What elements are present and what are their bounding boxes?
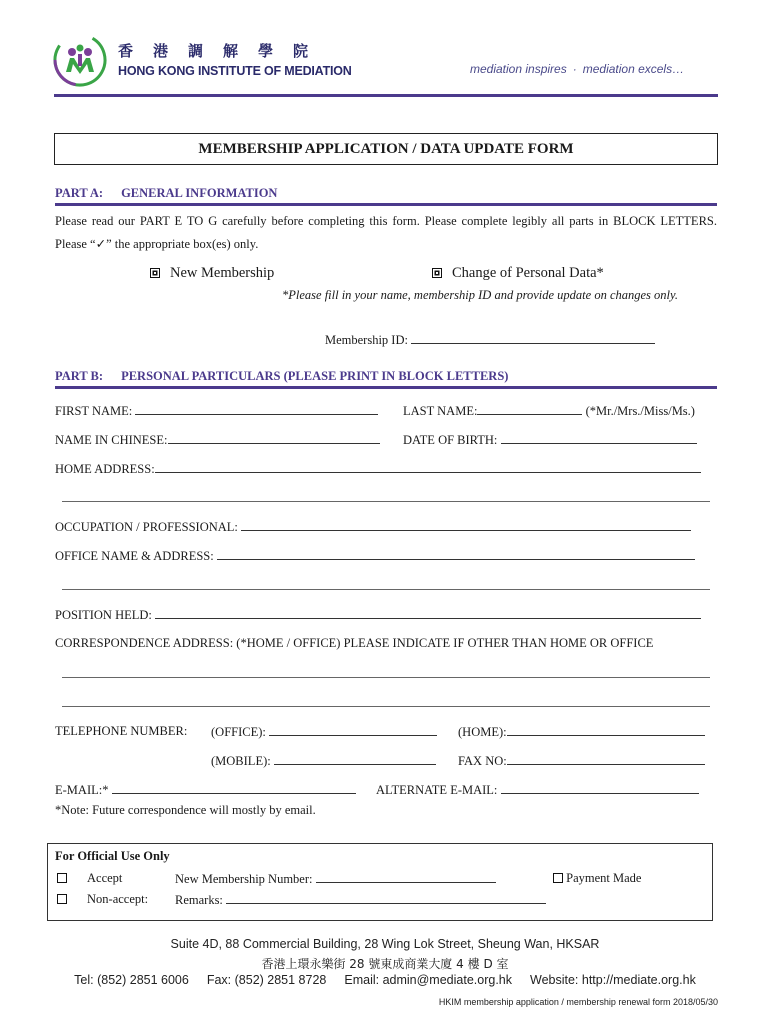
email-note: *Note: Future correspondence will mostly by email.: [55, 803, 316, 817]
membership-id-input[interactable]: [411, 333, 655, 344]
alt-email-label: ALTERNATE E-MAIL:: [376, 783, 498, 797]
change-data-option[interactable]: [432, 265, 604, 282]
title-options: (*Mr./Mrs./Miss/Ms.): [585, 404, 695, 418]
last-name-label: LAST NAME:: [403, 404, 478, 418]
correspondence-line-1[interactable]: [62, 677, 710, 678]
footer-website[interactable]: Website: http://mediate.org.hk: [530, 973, 696, 987]
part-a-divider: [55, 203, 717, 206]
tagline-part-1: mediation inspires: [470, 62, 567, 76]
part-b-heading: [55, 369, 508, 384]
last-name-field[interactable]: [403, 404, 695, 418]
occupation-input[interactable]: [241, 520, 691, 531]
membership-id-label: Membership ID:: [325, 333, 408, 347]
first-name-field[interactable]: [55, 404, 378, 418]
home-address-field[interactable]: [55, 462, 701, 476]
office-phone-field[interactable]: [211, 725, 437, 739]
dob-input[interactable]: [501, 433, 697, 444]
new-member-number-field[interactable]: [175, 872, 496, 886]
part-b-divider: [55, 386, 717, 389]
home-address-input[interactable]: [155, 462, 701, 473]
fax-input[interactable]: [507, 754, 705, 765]
home-phone-field[interactable]: [458, 725, 705, 739]
alt-email-field[interactable]: [376, 783, 699, 797]
change-data-label: Change of Personal Data*: [452, 265, 604, 281]
home-phone-label: (HOME):: [458, 725, 507, 739]
chinese-name-field[interactable]: [55, 433, 380, 447]
non-accept-label: Non-accept:: [87, 892, 149, 906]
occupation-label: OCCUPATION / PROFESSIONAL:: [55, 520, 238, 534]
payment-made-option[interactable]: [553, 872, 641, 885]
office-phone-input[interactable]: [269, 725, 437, 736]
header-divider: [54, 94, 718, 97]
tagline-separator: ·: [572, 62, 577, 76]
alt-email-input[interactable]: [501, 783, 699, 794]
home-phone-input[interactable]: [507, 725, 705, 736]
membership-id-field[interactable]: [325, 333, 655, 347]
footer-fax: Fax: (852) 2851 8728: [206, 973, 327, 987]
new-membership-checkbox[interactable]: [150, 268, 160, 278]
form-reference: HKIM membership application / membership renewal form 2018/05/30: [438, 997, 718, 1007]
chinese-name-label: NAME IN CHINESE:: [55, 433, 168, 447]
email-field[interactable]: [55, 783, 356, 797]
payment-made-label: Payment Made: [566, 871, 642, 885]
telephone-label: TELEPHONE NUMBER:: [55, 724, 188, 738]
email-input[interactable]: [112, 783, 356, 794]
office-address-input[interactable]: [217, 549, 695, 560]
part-a-heading: [55, 186, 277, 201]
non-accept-checkbox[interactable]: [57, 894, 67, 904]
occupation-field[interactable]: [55, 520, 691, 534]
accept-label: Accept: [87, 871, 123, 885]
part-a-title: GENERAL INFORMATION: [121, 186, 278, 200]
home-address-label: HOME ADDRESS:: [55, 462, 155, 476]
first-name-input[interactable]: [135, 404, 378, 415]
position-field[interactable]: [55, 608, 701, 622]
accept-option[interactable]: [57, 872, 67, 885]
first-name-label: FIRST NAME:: [55, 404, 133, 418]
form-title: MEMBERSHIP APPLICATION / DATA UPDATE FORM: [54, 133, 718, 165]
new-membership-label: New Membership: [170, 265, 275, 281]
correspondence-line-2[interactable]: [62, 706, 710, 707]
office-address-label: OFFICE NAME & ADDRESS:: [55, 549, 214, 563]
footer-address-chinese: 香港上環永樂街 28 號東成商業大廈 4 樓 D 室: [261, 957, 509, 971]
position-label: POSITION HELD:: [55, 608, 152, 622]
accept-checkbox[interactable]: [57, 873, 67, 883]
change-data-checkbox[interactable]: [432, 268, 442, 278]
new-member-number-label: New Membership Number:: [175, 872, 313, 886]
office-address-line-2[interactable]: [62, 589, 710, 590]
fax-label: FAX NO:: [458, 754, 507, 768]
remarks-input[interactable]: [226, 893, 546, 904]
mobile-input[interactable]: [274, 754, 436, 765]
new-membership-option[interactable]: [150, 265, 274, 282]
tagline: [470, 62, 684, 76]
payment-made-checkbox[interactable]: [553, 873, 563, 883]
remarks-label: Remarks:: [175, 893, 223, 907]
footer-tel: Tel: (852) 2851 6006: [74, 973, 189, 987]
official-use-title: For Official Use Only: [55, 849, 170, 863]
last-name-input[interactable]: [477, 404, 582, 415]
correspondence-label: CORRESPONDENCE ADDRESS: (*HOME / OFFICE) PLEASE INDICATE IF OTHER THAN HOME OR OFFICE: [55, 636, 654, 650]
home-address-line-2[interactable]: [62, 501, 710, 502]
new-member-number-input[interactable]: [316, 872, 496, 883]
office-phone-label: (OFFICE):: [211, 725, 266, 739]
mobile-label: (MOBILE):: [211, 754, 271, 768]
part-a-label: PART A:: [55, 186, 104, 200]
part-b-title: PERSONAL PARTICULARS (PLEASE PRINT IN BLOCK LETTERS): [121, 369, 509, 383]
email-label: E-MAIL:*: [55, 783, 109, 797]
chinese-name-input[interactable]: [168, 433, 380, 444]
footer-email[interactable]: Email: admin@mediate.org.hk: [344, 973, 512, 987]
non-accept-option[interactable]: [57, 893, 67, 906]
footer-contacts: [0, 973, 770, 987]
remarks-field[interactable]: [175, 893, 546, 907]
part-a-instructions: Please read our PART E TO G carefully before completing this form. Please complete legibly all parts in BLOCK LETTERS. Please “✓” the appropriate box(es) only.: [55, 214, 717, 251]
dob-label: DATE OF BIRTH:: [403, 433, 498, 447]
institute-logo: [52, 32, 108, 88]
position-input[interactable]: [155, 608, 701, 619]
fax-field[interactable]: [458, 754, 705, 768]
mobile-field[interactable]: [211, 754, 436, 768]
org-name-english: HONG KONG INSTITUTE OF MEDIATION: [118, 64, 352, 78]
change-data-note: *Please fill in your name, membership ID and provide update on changes only.: [282, 288, 678, 302]
office-address-field[interactable]: [55, 549, 695, 563]
part-b-label: PART B:: [55, 369, 104, 383]
dob-field[interactable]: [403, 433, 697, 447]
tagline-part-2: mediation excels…: [582, 62, 685, 76]
org-name-chinese: 香港調解學院: [118, 42, 329, 60]
footer-address-english: Suite 4D, 88 Commercial Building, 28 Wing Lok Street, Sheung Wan, HKSAR: [170, 937, 600, 951]
